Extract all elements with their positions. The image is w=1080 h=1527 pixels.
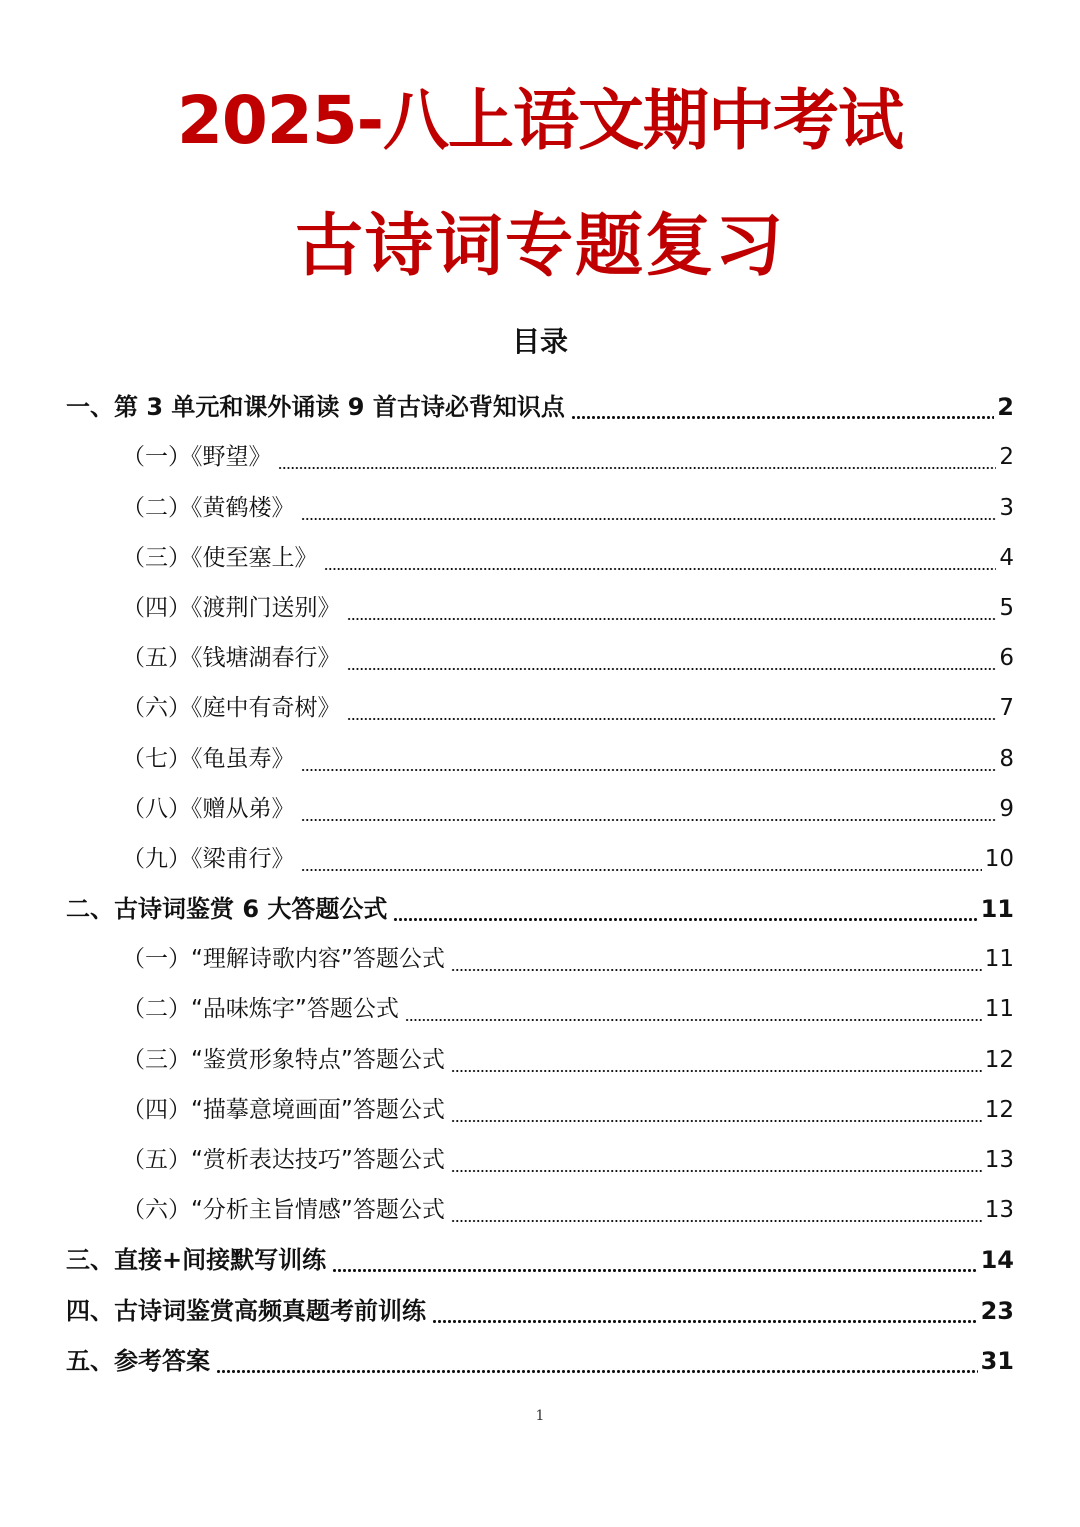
toc-entry-label: （四）“描摹意境画面”答题公式 — [122, 1096, 445, 1123]
page-number: 1 — [535, 1408, 545, 1424]
toc-page-number: 6 — [999, 645, 1014, 672]
toc-entry-label: 一、第 3 单元和课外诵读 9 首古诗必背知识点 — [66, 393, 565, 422]
toc-subsection-entry[interactable] — [66, 934, 1014, 984]
toc-page-number: 23 — [980, 1296, 1014, 1325]
toc-section-entry[interactable] — [66, 1336, 1014, 1386]
toc-entry-label: （六）“分析主旨情感”答题公式 — [122, 1197, 445, 1224]
toc-page-number: 2 — [999, 444, 1014, 471]
toc-page-number: 14 — [980, 1246, 1014, 1275]
toc-subsection-entry[interactable] — [66, 784, 1014, 834]
toc-subsection-entry[interactable] — [66, 834, 1014, 884]
toc-entry-label: （四）《渡荆门送别》 — [122, 594, 341, 621]
toc-entry-label: 四、古诗词鉴赏高频真题考前训练 — [66, 1296, 426, 1325]
toc-page-number: 3 — [999, 494, 1014, 521]
toc-dot-leader — [301, 758, 997, 772]
toc-page-number: 10 — [984, 845, 1014, 872]
toc-subsection-entry[interactable] — [66, 1185, 1014, 1235]
toc-entry-label: （一）《野望》 — [122, 444, 272, 471]
toc-page-number: 2 — [997, 393, 1014, 422]
toc-section-entry[interactable] — [66, 382, 1014, 432]
toc-subsection-entry[interactable] — [66, 1034, 1014, 1084]
toc-heading: 目录 — [511, 325, 568, 358]
toc-dot-leader — [324, 557, 997, 571]
toc-subsection-entry[interactable] — [66, 482, 1014, 532]
toc-page-number: 7 — [999, 695, 1014, 722]
toc-page-number: 13 — [984, 1147, 1014, 1173]
toc-entry-label: （三）“鉴赏形象特点”答题公式 — [122, 1046, 445, 1073]
toc-subsection-entry[interactable] — [66, 1085, 1014, 1135]
toc-dot-leader — [347, 707, 997, 721]
toc-entry-label: （五）“赏析表达技巧”答题公式 — [122, 1147, 445, 1173]
toc-subsection-entry[interactable] — [66, 984, 1014, 1034]
toc-entry-label: 五、参考答案 — [66, 1346, 210, 1375]
toc-page-number: 31 — [980, 1346, 1014, 1375]
toc-dot-leader — [451, 1209, 982, 1223]
toc-dot-leader — [278, 456, 997, 470]
toc-page-number: 13 — [984, 1197, 1014, 1224]
toc-section-entry[interactable] — [66, 1285, 1014, 1335]
toc-entry-label: （六）《庭中有奇树》 — [122, 695, 341, 722]
toc-dot-leader — [301, 858, 982, 872]
toc-subsection-entry[interactable] — [66, 533, 1014, 583]
toc-subsection-entry[interactable] — [66, 583, 1014, 633]
toc-entry-label: （二）《黄鹤楼》 — [122, 494, 295, 521]
toc-entry-label: 二、古诗词鉴赏 6 大答题公式 — [66, 895, 388, 924]
toc-entry-label: （七）《龟虽寿》 — [122, 745, 295, 772]
toc-entry-label: （九）《梁甫行》 — [122, 845, 295, 872]
toc-page-number: 12 — [984, 1046, 1014, 1073]
toc-section-entry[interactable] — [66, 1235, 1014, 1285]
toc-dot-leader — [301, 507, 997, 521]
toc-dot-leader — [347, 607, 997, 621]
toc-page-number: 9 — [999, 795, 1014, 822]
toc-page-number: 4 — [999, 544, 1014, 571]
toc-page-number: 11 — [984, 996, 1014, 1023]
document-title-line1: 2025-八上语文期中考试 — [176, 82, 904, 159]
table-of-contents — [66, 382, 1014, 1386]
toc-dot-leader — [451, 1109, 982, 1123]
toc-entry-label: （八）《赠从弟》 — [122, 795, 295, 822]
toc-dot-leader — [451, 958, 982, 972]
toc-dot-leader — [301, 808, 997, 822]
toc-page-number: 11 — [980, 895, 1014, 924]
toc-subsection-entry[interactable] — [66, 633, 1014, 683]
toc-entry-label: （三）《使至塞上》 — [122, 544, 318, 571]
toc-subsection-entry[interactable] — [66, 1135, 1014, 1185]
toc-dot-leader — [405, 1008, 982, 1022]
toc-dot-leader — [393, 908, 977, 922]
toc-dot-leader — [571, 406, 994, 420]
toc-dot-leader — [451, 1159, 982, 1173]
toc-subsection-entry[interactable] — [66, 733, 1014, 783]
toc-page-number: 11 — [984, 946, 1014, 973]
toc-section-entry[interactable] — [66, 884, 1014, 934]
toc-subsection-entry[interactable] — [66, 683, 1014, 733]
toc-dot-leader — [216, 1360, 978, 1374]
toc-page-number: 5 — [999, 594, 1014, 621]
toc-page-number: 12 — [984, 1096, 1014, 1123]
toc-entry-label: （二）“品味炼字”答题公式 — [122, 996, 399, 1023]
toc-subsection-entry[interactable] — [66, 432, 1014, 482]
toc-entry-label: （五）《钱塘湖春行》 — [122, 645, 341, 672]
document-title-line2: 古诗词专题复习 — [294, 207, 785, 286]
toc-dot-leader — [347, 657, 997, 671]
toc-dot-leader — [451, 1059, 982, 1073]
toc-dot-leader — [332, 1259, 977, 1273]
toc-entry-label: 三、直接+间接默写训练 — [66, 1246, 327, 1275]
toc-page-number: 8 — [999, 745, 1014, 772]
toc-entry-label: （一）“理解诗歌内容”答题公式 — [122, 946, 445, 973]
toc-dot-leader — [432, 1310, 978, 1324]
